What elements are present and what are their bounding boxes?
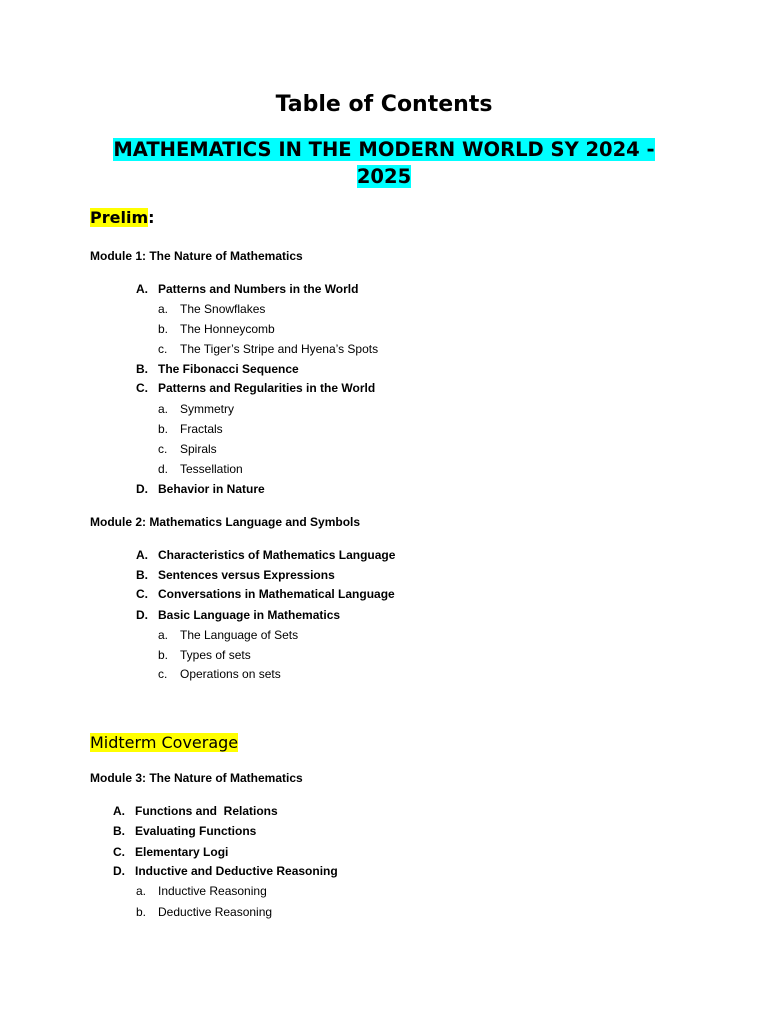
page-title: Table of Contents [275,92,493,117]
subject-title [90,136,678,190]
document-page: Table of Contents MATHEMATICS IN THE MODERN WORLD SY 2024 - 2025 Prelim: Module 1: The Nature of Mathematics A. Patterns and Numbers in the World a. The Snowflakes b. The Honneycomb c. The Tiger’s Stripe and Hyena’s Spots B. The Fibonacci Sequence C. Patterns and Regularities in the World a. Symmetry b. Fractals c. Spirals d. Tessellation D. Behavior in Nature Module 2: Mathematics Language and Symbols A. Characteristics of Mathematics Language B. Sentences versus Expressions C. Conversations in Mathematical Language D. Basic Language in Mathematics a. The Language of Sets b. Types of sets c. Operations on sets Midterm Coverage Module 3: The Nature of Mathematics A. Functions and Relations B. Evaluating Functions C. Elementary Logi D. Inductive and Deductive Reasoning a. Inductive Reasoning b. Deductive Reasoning [0,0,768,1024]
module-1-title: Module 1: The Nature of Mathematics [90,249,303,263]
prelim-heading-text: Prelim [90,208,149,227]
midterm-heading [90,732,238,754]
prelim-heading-colon: : [148,208,155,227]
module-2-title: Module 2: Mathematics Language and Symbols [90,515,361,529]
subject-title-text: MATHEMATICS IN THE MODERN WORLD SY 2024 - 2025 [113,138,655,188]
module-3-title: Module 3: The Nature of Mathematics [90,771,303,785]
prelim-heading [90,207,155,229]
midterm-heading-text: Midterm Coverage [90,733,239,752]
